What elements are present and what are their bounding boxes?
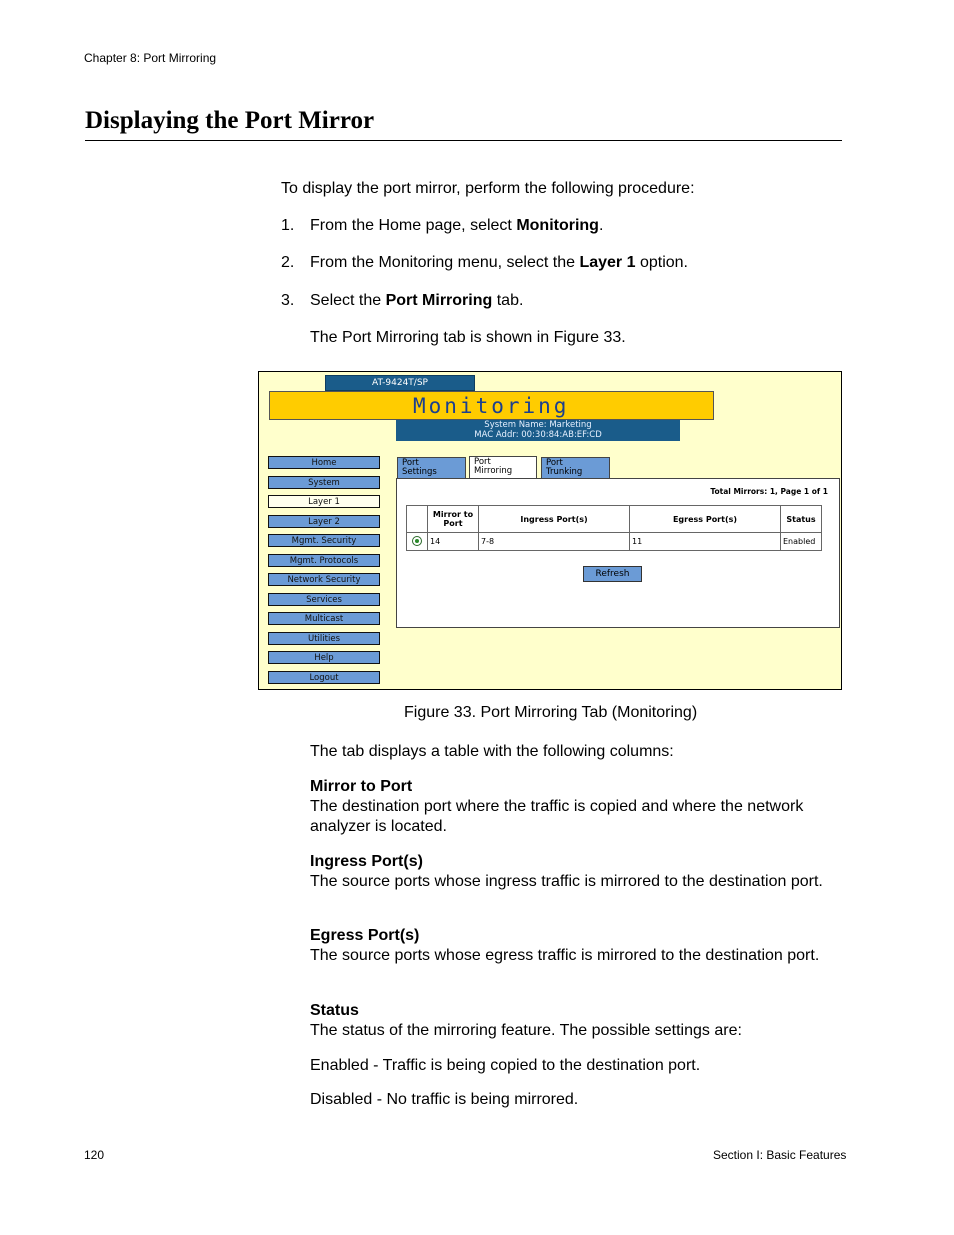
nav-layer-2[interactable]: Layer 2 [268,515,380,528]
total-mirrors: Total Mirrors: 1, Page 1 of 1 [710,487,828,496]
tab-port-settings[interactable] [397,457,466,479]
cell-egress: 11 [630,533,781,551]
mirror-table [406,505,822,551]
table-header-row [407,506,822,533]
nav-layer-1[interactable]: Layer 1 [268,495,380,508]
cell-ingress: 7-8 [479,533,630,551]
row-select[interactable] [407,533,428,551]
column-header-egress: Egress Port(s) [630,506,781,533]
tab-port-trunking[interactable] [541,457,610,479]
figure-port-mirroring [258,371,842,690]
nav-help[interactable]: Help [268,651,380,664]
definition-text: The destination port where the traffic is copied and where the network analyzer is located. [310,798,804,835]
column-header-status: Status [781,506,822,533]
mac-address: MAC Addr: 00:30:84:AB:EF:CD [474,430,602,440]
definition-term: Mirror to Port [310,778,413,795]
step-text: From the Monitoring menu, select the Layer 1 option. [310,254,688,271]
title-rule [85,140,842,141]
nav-network-security[interactable]: Network Security [268,573,380,586]
status-enabled: Enabled - Traffic is being copied to the destination port. [310,1057,701,1074]
nav-home[interactable]: Home [268,456,380,469]
nav-logout[interactable]: Logout [268,671,380,684]
tab-label: Mirroring [474,466,513,476]
step-number: 1. [281,217,295,234]
footer-section: Section I: Basic Features [713,1148,847,1162]
nav-mgmt-protocols[interactable]: Mgmt. Protocols [268,554,380,567]
select-column-header [407,506,428,533]
running-header: Chapter 8: Port Mirroring [84,51,217,65]
banner-title: Monitoring [413,394,570,418]
system-info [396,420,680,441]
definition-term: Ingress Port(s) [310,853,423,870]
cell-mirror-to-port: 14 [428,533,479,551]
column-header-mirror-to-port: Mirror to Port [428,506,479,533]
definition-term: Status [310,1002,359,1019]
nav-system[interactable]: System [268,476,380,489]
column-header-ingress: Ingress Port(s) [479,506,630,533]
step-number: 3. [281,292,295,309]
definition-text: The source ports whose egress traffic is mirrored to the destination port. [310,947,820,964]
status-disabled: Disabled - No traffic is being mirrored. [310,1091,579,1108]
definition-text: The source ports whose ingress traffic is mirrored to the destination port. [310,873,823,890]
step-text: Select the Port Mirroring tab. [310,292,524,309]
nav-mgmt-security[interactable]: Mgmt. Security [268,534,380,547]
figure-caption: Figure 33. Port Mirroring Tab (Monitoring) [404,704,698,721]
step-text: From the Home page, select Monitoring. [310,217,604,234]
tab-label: Port [546,458,563,468]
radio-button-icon[interactable] [412,536,422,546]
section-title: Displaying the Port Mirror [85,107,375,134]
columns-intro: The tab displays a table with the following columns: [310,743,674,760]
nav-multicast[interactable]: Multicast [268,612,380,625]
definition-term: Egress Port(s) [310,927,420,944]
nav-services[interactable]: Services [268,593,380,606]
tab-port-mirroring[interactable] [469,456,537,480]
definition-text: The status of the mirroring feature. The possible settings are: [310,1022,742,1039]
refresh-button[interactable]: Refresh [583,566,642,582]
intro-text: To display the port mirror, perform the following procedure: [281,180,695,197]
tab-label: Port [474,457,491,467]
system-name: System Name: Marketing [484,420,592,430]
cell-status: Enabled [781,533,822,551]
model-label: AT-9424T/SP [325,375,475,391]
page-number: 120 [84,1148,105,1162]
table-row [407,533,822,551]
tab-label: Trunking [546,467,583,477]
step-number: 2. [281,254,295,271]
mirror-panel [396,478,840,628]
nav-utilities[interactable]: Utilities [268,632,380,645]
tab-label: Settings [402,467,437,477]
monitoring-banner [269,391,714,420]
figure-reference: The Port Mirroring tab is shown in Figure 33. [310,329,626,346]
tab-label: Port [402,458,419,468]
